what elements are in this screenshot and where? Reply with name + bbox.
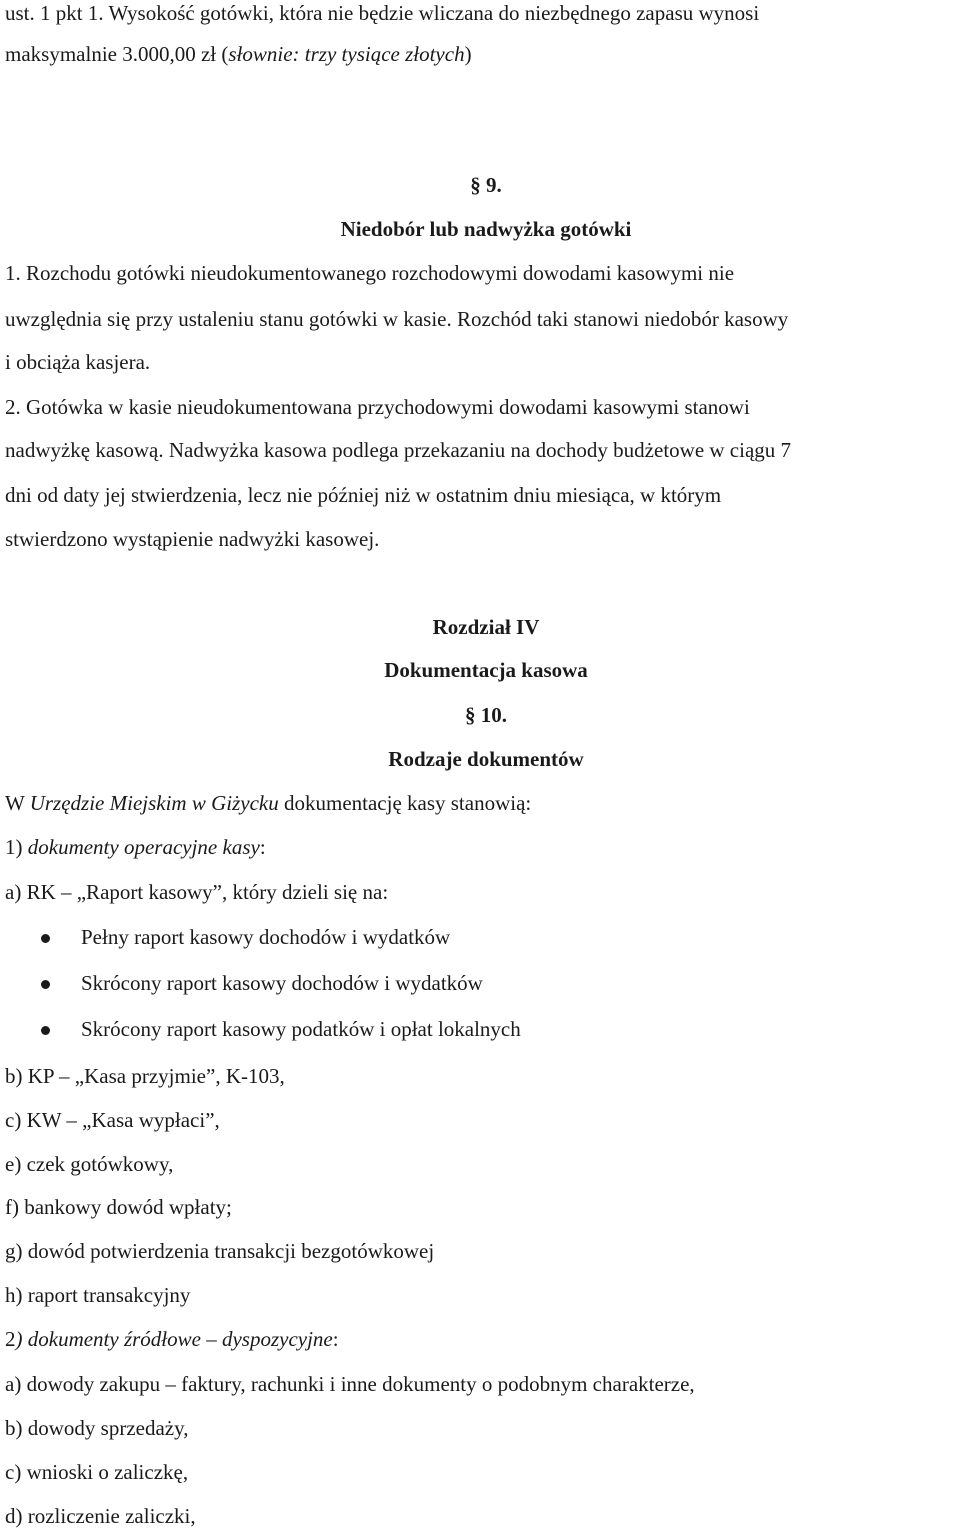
section-10-title: Rodzaje dokumentów [388, 747, 584, 771]
intro-end: dokumentację kasy stanowią: [278, 791, 532, 815]
section-9-p2-line: nadwyżkę kasową. Nadwyżka kasowa podlega przekazaniu na dochody budżetowe w ciągu 7 [5, 438, 792, 462]
chapter-title: Rozdział IV [432, 615, 540, 639]
bullet-dot [41, 1026, 50, 1035]
section-9-p2-line: stwierdzono wystąpienie nadwyżki kasowej. [5, 527, 380, 551]
item-2-heading [5, 1329, 339, 1350]
item-1-prefix: 1) [5, 835, 28, 859]
list-item: f) bankowy dowód wpłaty; [5, 1195, 232, 1219]
list-item: b) KP – „Kasa przyjmie”, K-103, [5, 1064, 285, 1088]
bullet-dot [41, 980, 50, 989]
bullet-item: Skrócony raport kasowy dochodów i wydatków [81, 971, 483, 995]
section-9-p1-line: i obciąża kasjera. [5, 350, 151, 374]
item-1-italic: dokumenty operacyjne kasy [27, 835, 260, 859]
bullet-item: Pełny raport kasowy dochodów i wydatków [81, 925, 451, 949]
section-9-number: § 9. [470, 173, 502, 197]
item-2-italic: ) dokumenty źródłowe – dyspozycyjne [15, 1327, 333, 1351]
chapter-subtitle: Dokumentacja kasowa [384, 658, 588, 682]
item-a: a) RK – „Raport kasowy”, który dzieli się na: [5, 880, 389, 904]
list-item: c) KW – „Kasa wypłaci”, [5, 1108, 220, 1132]
bullet-item: Skrócony raport kasowy podatków i opłat lokalnych [81, 1017, 521, 1041]
top-line-2-end: ) [464, 42, 472, 66]
item-1-suffix: : [259, 835, 266, 859]
section-9-p2-line: 2. Gotówka w kasie nieudokumentowana przychodowymi dowodami kasowymi stanowi [5, 395, 750, 419]
section-9-p1-line: uwzględnia się przy ustaleniu stanu gotówki w kasie. Rozchód taki stanowi niedobór kasowy [5, 307, 789, 331]
top-line-2-start: maksymalnie 3.000,00 zł ( [5, 42, 229, 66]
list-item: h) raport transakcyjny [5, 1283, 191, 1307]
section-9-p2-line: dni od daty jej stwierdzenia, lecz nie później niż w ostatnim dniu miesiąca, w którym [5, 483, 722, 507]
intro-start: W [5, 791, 30, 815]
section-10-intro [5, 793, 531, 814]
list-item: d) rozliczenie zaliczki, [5, 1504, 196, 1528]
section-10-number: § 10. [465, 703, 507, 727]
top-line-2-italic: słownie: trzy tysiące złotych [228, 42, 465, 66]
section-9-title: Niedobór lub nadwyżka gotówki [340, 217, 632, 241]
item-2-prefix: 2 [5, 1327, 16, 1351]
list-item: c) wnioski o zaliczkę, [5, 1460, 189, 1484]
list-item: a) dowody zakupu – faktury, rachunki i inne dokumenty o podobnym charakterze, [5, 1372, 695, 1396]
section-9-p1-line: 1. Rozchodu gotówki nieudokumentowanego rozchodowymi dowodami kasowymi nie [5, 261, 735, 285]
top-line-2 [5, 44, 472, 65]
list-item: b) dowody sprzedaży, [5, 1416, 189, 1440]
list-item: e) czek gotówkowy, [5, 1152, 174, 1176]
list-item: g) dowód potwierdzenia transakcji bezgotówkowej [5, 1239, 435, 1263]
top-line-1: ust. 1 pkt 1. Wysokość gotówki, która nie będzie wliczana do niezbędnego zapasu wynosi [5, 1, 760, 25]
bullet-dot [41, 934, 50, 943]
intro-italic: Urzędzie Miejskim w Giżycku [29, 791, 279, 815]
item-2-suffix: : [332, 1327, 339, 1351]
item-1-heading [5, 837, 266, 858]
